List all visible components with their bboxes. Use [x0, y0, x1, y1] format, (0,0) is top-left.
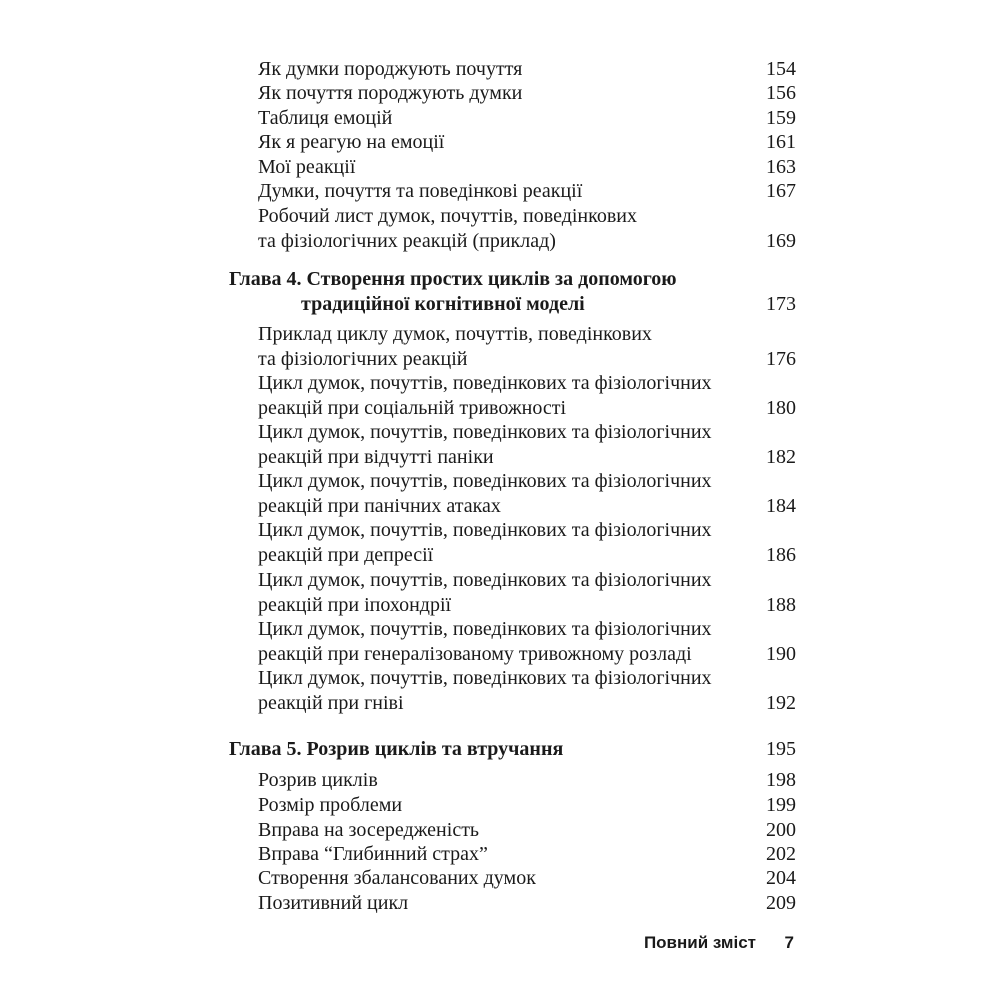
entry-title-line: Робочий лист думок, почуттів, поведінкових [258, 205, 637, 227]
entry-title-line: реакцій при генералізованому тривожному розладі [258, 642, 692, 665]
page-footer [0, 933, 1000, 957]
entry-title-line: Як почуття породжують думки [258, 82, 523, 104]
page-ref: 200 [766, 819, 796, 841]
entry-title-line: Мої реакції [258, 156, 356, 178]
entry-title-line: Розмір проблеми [258, 794, 403, 816]
entry-title-line: Цикл думок, почуттів, поведінкових та фізіологічних [258, 372, 712, 394]
entry-title-line: Як я реагую на емоції [258, 131, 445, 153]
running-footer-title: Повний зміст [643, 933, 756, 952]
page-ref: 184 [766, 494, 796, 517]
entry-title-line: Розрив циклів [258, 769, 378, 791]
page-ref: 182 [766, 445, 796, 468]
entry-title-line: Цикл думок, почуттів, поведінкових та фізіологічних [258, 421, 712, 443]
page-ref: 199 [766, 794, 796, 816]
entry-title-line: Цикл думок, почуттів, поведінкових та фізіологічних [258, 667, 712, 689]
entry-title-line: Думки, почуття та поведінкові реакції [258, 180, 583, 202]
page-ref: 204 [766, 867, 796, 889]
entry-title-line: реакцій при іпохондрії [258, 593, 452, 616]
chapter-title-line: традиційної когнітивної моделі [301, 292, 585, 315]
page-ref: 195 [766, 738, 796, 760]
entry-title-line: Приклад циклу думок, почуттів, поведінкових [258, 323, 652, 345]
entry-title-line: реакцій при відчутті паніки [258, 445, 494, 468]
entry-title-line: Як думки породжують почуття [258, 58, 523, 80]
entry-title-line: реакцій при панічних атаках [258, 494, 501, 517]
page-ref: 202 [766, 843, 796, 865]
page-ref: 192 [766, 691, 796, 714]
entry-title-line: та фізіологічних реакцій [258, 347, 468, 370]
page-ref: 167 [766, 180, 796, 202]
chapter-title-line: Глава 4. Створення простих циклів за допомогою [229, 268, 677, 290]
entry-title-line: реакцій при гніві [258, 691, 404, 714]
page-ref: 161 [766, 131, 796, 153]
entry-title-line: Створення збалансованих думок [258, 867, 536, 889]
page-ref: 163 [766, 156, 796, 178]
entry-title-line: Вправа “Глибинний страх” [258, 843, 488, 865]
entry-title-line: та фізіологічних реакцій (приклад) [258, 229, 556, 252]
entry-title-line: Цикл думок, почуттів, поведінкових та фізіологічних [258, 470, 712, 492]
entry-title-line: Цикл думок, почуттів, поведінкових та фізіологічних [258, 519, 712, 541]
page-ref: 180 [766, 396, 796, 419]
page-ref: 176 [766, 347, 796, 370]
entry-title-line: Вправа на зосередженість [258, 819, 480, 841]
entry-title-line: реакцій при депресії [258, 543, 434, 566]
page-ref: 156 [766, 82, 796, 104]
entry-title-line: реакцій при соціальній тривожності [258, 396, 567, 419]
page-ref: 154 [766, 58, 796, 80]
page-ref: 159 [766, 107, 796, 129]
page-ref: 188 [766, 593, 796, 616]
page-number: 7 [784, 933, 794, 952]
entry-title-line: Позитивний цикл [258, 892, 409, 914]
chapter-title-line: Глава 5. Розрив циклів та втручання [229, 738, 564, 760]
page-ref: 190 [766, 642, 796, 665]
entry-title-line: Таблиця емоцій [258, 107, 393, 129]
page-ref: 198 [766, 769, 796, 791]
entry-title-line: Цикл думок, почуттів, поведінкових та фізіологічних [258, 569, 712, 591]
page-ref: 173 [766, 292, 796, 315]
entry-title-line: Цикл думок, почуттів, поведінкових та фізіологічних [258, 618, 712, 640]
page-ref: 169 [766, 229, 796, 252]
page-ref: 209 [766, 892, 796, 914]
page-ref: 186 [766, 543, 796, 566]
